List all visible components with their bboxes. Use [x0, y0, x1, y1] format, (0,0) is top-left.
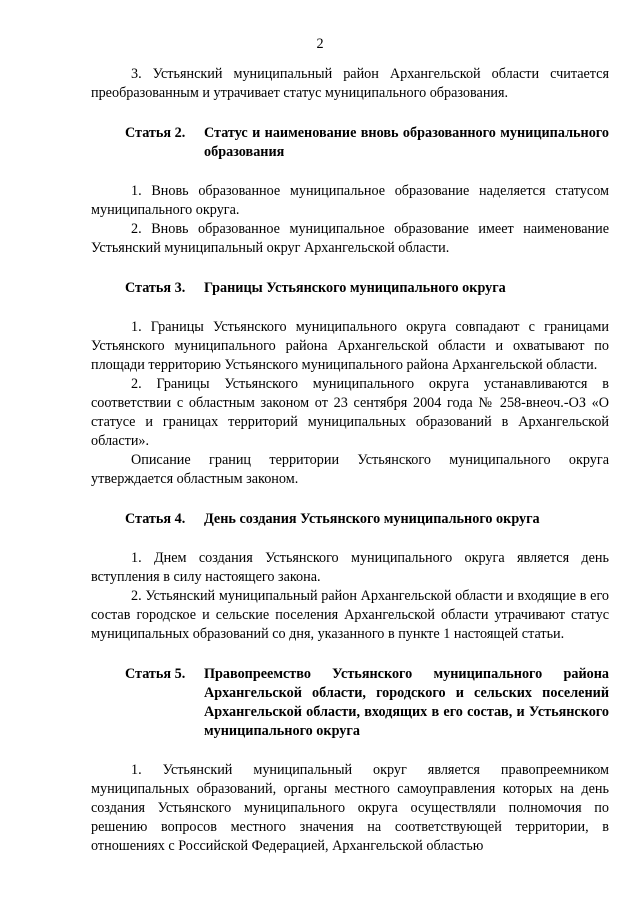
article-2-paragraph-2: 2. Вновь образованное муниципальное образование имеет наименование Устьянский муниципальный округ Архангельской области.	[91, 221, 609, 256]
article-5-paragraph-1: 1. Устьянский муниципальный округ является правопреемником муниципальных образований, органы местного самоуправления которых на день создания Устьянского муниципального округа осуществляли полномочия по решению вопросов местного значения на соответствующей территории, в отношениях с Российской Федерацией, Архангельской областью	[91, 762, 609, 854]
article-3-paragraph-2: 2. Границы Устьянского муниципального округа устанавливаются в соответствии с областным законом от 23 сентября 2004 года № 258-внеоч.-ОЗ «О статусе и границах территорий муниципальных образований в Архангельской области».	[91, 376, 609, 449]
document-body	[91, 65, 609, 856]
article-4-label: Статья 4.	[125, 511, 186, 527]
page-number: 2	[316, 36, 324, 52]
article-5-title: Правопреемство Устьянского муниципального района Архангельской области, городского и сельских поселений Архангельской области, входящих в его состав, и Устьянского муниципального округа	[204, 666, 609, 739]
intro-paragraph: 3. Устьянский муниципальный район Архангельской области считается преобразованным и утрачивает статус муниципального образования.	[91, 66, 609, 101]
article-3-paragraph-3: Описание границ территории Устьянского муниципального округа утверждается областным законом.	[91, 452, 609, 487]
article-3-paragraph-1: 1. Границы Устьянского муниципального округа совпадают с границами Устьянского муниципального района Архангельской области и охватывают по площади территорию Устьянского муниципального района Архангельской области.	[91, 319, 609, 373]
article-3-title: Границы Устьянского муниципального округа	[204, 280, 506, 296]
article-5-label: Статья 5.	[125, 666, 186, 682]
article-2-title: Статус и наименование вновь образованного муниципального образования	[204, 125, 609, 160]
article-2-heading	[91, 124, 609, 162]
article-3-heading	[91, 279, 609, 298]
article-4-heading	[91, 510, 609, 529]
article-2-paragraph-1: 1. Вновь образованное муниципальное образование наделяется статусом муниципального округа.	[91, 183, 609, 218]
article-4-paragraph-2: 2. Устьянский муниципальный район Архангельской области и входящие в его состав городское и сельские поселения Архангельской области утрачивают статус муниципальных образований со дня, указанного в пункте 1 настоящей статьи.	[91, 588, 609, 642]
article-3-label: Статья 3.	[125, 280, 186, 296]
article-2-label: Статья 2.	[125, 125, 186, 141]
article-4-title: День создания Устьянского муниципального округа	[204, 511, 540, 527]
article-4-paragraph-1: 1. Днем создания Устьянского муниципального округа является день вступления в силу настоящего закона.	[91, 550, 609, 585]
article-5-heading	[91, 665, 609, 741]
